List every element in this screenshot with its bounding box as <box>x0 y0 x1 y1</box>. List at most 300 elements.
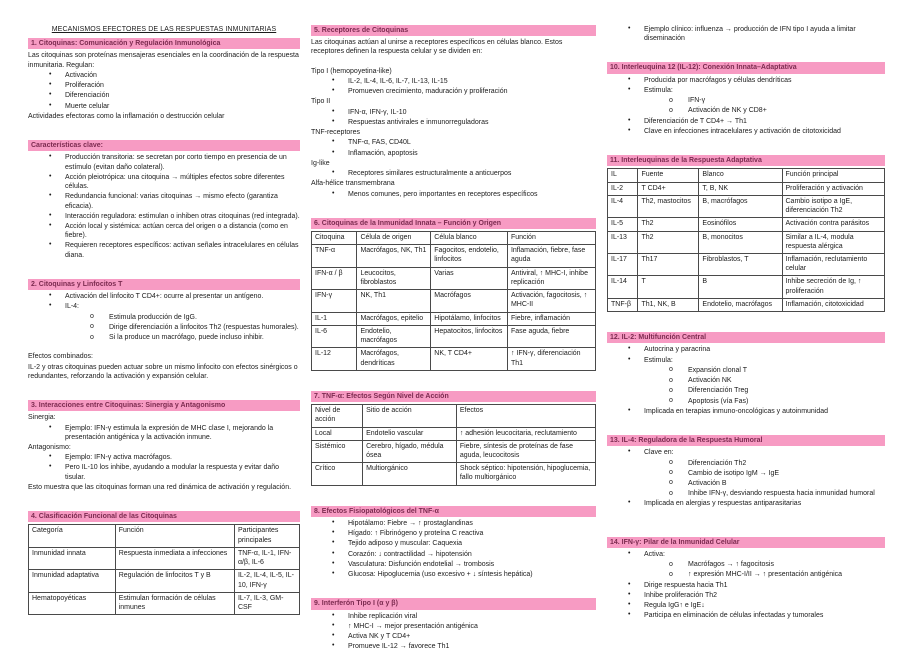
column-header-cell: Célula blanco <box>431 231 508 244</box>
table-cell: IL-6 <box>312 325 357 347</box>
table-cell: B, macrófagos <box>699 195 782 217</box>
list-item <box>311 539 596 548</box>
table-row <box>608 218 885 231</box>
list-item <box>311 570 596 579</box>
list-item-text: Hígado: ↑ Fibrinógeno y proteína C reactiva <box>348 530 484 538</box>
list-item-text: Si la produce un macrófago, puede incluso inhibir. <box>109 334 264 342</box>
bullet-icon: • <box>628 580 631 588</box>
table-header-row <box>312 405 596 427</box>
table-row <box>312 463 596 485</box>
section <box>607 155 885 323</box>
table-row <box>312 290 596 312</box>
table-cell: Inflamación, reclutamiento celular <box>782 253 885 275</box>
bullet-icon: • <box>628 75 631 83</box>
table-cell: TNF-β <box>608 298 638 311</box>
section-header: 14. IFN-γ: Pilar de la Inmunidad Celular <box>607 537 885 548</box>
list-item <box>607 376 885 385</box>
bullet-icon: • <box>628 448 631 456</box>
section <box>607 62 885 146</box>
list-item <box>28 323 300 332</box>
data-table <box>607 168 885 312</box>
table-cell: Macrófagos, NK, Th1 <box>357 245 431 267</box>
table-row <box>312 348 596 370</box>
bullet-icon: • <box>332 189 335 197</box>
list-item <box>311 108 596 117</box>
list-item-text: Activación B <box>688 479 727 487</box>
paragraph: Tipo I (hemopoyetina-like) <box>311 67 392 75</box>
data-table <box>311 404 596 486</box>
paragraph: Ig-like <box>311 159 330 167</box>
bullet-icon: • <box>628 85 631 93</box>
table-cell: Macrófagos <box>431 290 508 312</box>
bullet-icon: • <box>49 172 52 180</box>
bullet-icon: • <box>332 529 335 537</box>
table-cell: Activación, fagocitosis, ↑ MHC-II <box>507 290 595 312</box>
bullet-icon: • <box>628 116 631 124</box>
data-table <box>311 231 596 371</box>
list-item-text: Clave en infecciones intracelulares y activación de citotoxicidad <box>644 127 841 135</box>
list-item-text: Requieren receptores específicos: activan señales intracelulares en células diana. <box>65 242 299 259</box>
list-item-text: Estimula: <box>644 86 673 94</box>
list-item <box>607 386 885 395</box>
bullet-icon: • <box>332 642 335 650</box>
list-item <box>28 91 300 100</box>
table-cell: Activación contra parásitos <box>782 218 885 231</box>
list-item-text: Dirige respuesta hacia Th1 <box>644 581 728 589</box>
table-cell: IFN-γ <box>312 290 357 312</box>
table-cell: Similar a IL-4, modula respuesta alérgica <box>782 231 885 253</box>
bullet-icon: • <box>332 117 335 125</box>
column-header-cell: Categoría <box>29 525 116 547</box>
list-item-text: Dirige diferenciación a linfocitos Th2 (respuestas humorales). <box>109 323 299 331</box>
section-header: 4. Clasificación Funcional de las Citoquinas <box>28 511 300 522</box>
table-cell: Endotelio, macrófagos <box>699 298 782 311</box>
list-item <box>28 192 300 210</box>
list-item <box>311 169 596 178</box>
table-cell: Macrófagos, dendríticas <box>357 348 431 370</box>
list-item-text: Acción pleiotrópica: una citoquina → múltiples efectos sobre diferentes células. <box>65 173 285 191</box>
table-row <box>312 325 596 347</box>
table-cell: Fase aguda, fiebre <box>507 325 595 347</box>
list-item-text: IFN-γ <box>688 97 706 105</box>
list-item-text: Proliferación <box>65 82 104 90</box>
spacer <box>311 58 596 67</box>
table-cell: Hipotálamo, linfocitos <box>431 312 508 325</box>
list-item-text: Diferenciación Th2 <box>688 459 747 467</box>
column-header-cell: Blanco <box>699 169 782 182</box>
table-cell: NK, T CD4+ <box>431 348 508 370</box>
bullet-icon: • <box>628 345 631 353</box>
section <box>311 218 596 382</box>
table-cell: Inflamación, fiebre, fase aguda <box>507 245 595 267</box>
spacer <box>311 580 596 589</box>
list-item <box>311 642 596 651</box>
table-cell: IL-13 <box>608 231 638 253</box>
bullet-icon: • <box>628 590 631 598</box>
table-cell: TNF-α <box>312 245 357 267</box>
table-cell: Local <box>312 427 363 440</box>
list-item-text: Activa NK y T CD4+ <box>348 633 411 641</box>
table-cell: Fagocitos, endotelio, linfocitos <box>431 245 508 267</box>
column-header-cell: Función <box>507 231 595 244</box>
list-item-text: Interacción reguladora: estimulan o inhiben otras citoquinas (red integrada). <box>65 212 300 220</box>
list-item <box>607 581 885 590</box>
bullet-icon: • <box>332 76 335 84</box>
list-item <box>311 529 596 538</box>
list-item <box>607 601 885 610</box>
sub-bullet-icon: o <box>669 489 673 497</box>
table-row <box>608 298 885 311</box>
list-item <box>607 25 885 43</box>
bullet-icon: • <box>49 292 52 300</box>
list-item <box>311 550 596 559</box>
list-item-text: Apoptosis (vía Fas) <box>688 397 749 405</box>
list-item <box>311 87 596 96</box>
list-item-text: Glucosa: Hipoglucemia (uso excesivo + ↓ síntesis hepática) <box>348 571 533 579</box>
bullet-icon: • <box>49 70 52 78</box>
page-title: MECANISMOS EFECTORES DE LAS RESPUESTAS INMUNITARIAS <box>51 26 277 33</box>
table-cell: Cerebro, hígado, médula ósea <box>363 440 457 462</box>
table-cell: IL-14 <box>608 276 638 298</box>
table-header-row <box>608 169 885 182</box>
list-item <box>607 117 885 126</box>
list-item <box>607 86 885 95</box>
bullet-icon: • <box>49 192 52 200</box>
table-cell: IL-5 <box>608 218 638 231</box>
table-cell: IL-1 <box>312 312 357 325</box>
section-header: 11. Interleuquinas de la Respuesta Adaptativa <box>607 155 885 166</box>
paragraph: Actividades efectoras como la inflamación o destrucción celular <box>28 112 225 120</box>
section-header: 12. IL-2: Multifunción Central <box>607 332 885 343</box>
table-cell: IL-2 <box>608 182 638 195</box>
paragraph: IL-2 y otras citoquinas pueden actuar sobre un mismo linfocito con efectos sinérgicos o redundantes, reforzando la activación y expansión celular. <box>28 363 298 380</box>
bullet-icon: • <box>49 453 52 461</box>
sub-bullet-icon: o <box>669 96 673 104</box>
paragraph: Las citoquinas actúan al unirse a receptores específicos en células blanco. Estos receptores definen la respuesta celular y se dividen en: <box>311 39 563 56</box>
table-row <box>608 253 885 275</box>
data-table <box>28 524 300 615</box>
list-item-text: Respuestas antivirales e inmunorreguladoras <box>348 118 489 126</box>
list-item <box>28 463 300 481</box>
spacer <box>311 488 596 497</box>
table-row <box>312 245 596 267</box>
table-cell: Macrófagos, epitelio <box>357 312 431 325</box>
table-cell: Inflamación, citotoxicidad <box>782 298 885 311</box>
table-cell: Hepatocitos, linfocitos <box>431 325 508 347</box>
table-cell: Regulación de linfocitos T y B <box>115 570 234 592</box>
list-item-text: Cambio de isotipo IgM → IgE <box>688 469 780 477</box>
table-cell: Fiebre, síntesis de proteínas de fase aguda, leucocitosis <box>456 440 595 462</box>
column-left <box>28 25 300 630</box>
table-row <box>312 267 596 289</box>
bullet-icon: • <box>628 25 631 32</box>
list-item <box>607 448 885 457</box>
table-cell: Endotelio vascular <box>363 427 457 440</box>
table-cell: Crítico <box>312 463 363 485</box>
spacer <box>607 510 885 519</box>
spacer <box>607 44 885 53</box>
list-item-text: Activación <box>65 71 97 79</box>
list-item-text: IL-2, IL-4, IL-6, IL-7, IL-13, IL-15 <box>348 77 448 85</box>
bullet-icon: • <box>332 169 335 177</box>
spacer <box>28 382 300 391</box>
column-header-cell: Sitio de acción <box>363 405 457 427</box>
list-item <box>28 424 300 442</box>
list-item <box>607 489 885 498</box>
table-cell: ↑ IFN-γ, diferenciación Th1 <box>507 348 595 370</box>
bullet-icon: • <box>332 549 335 557</box>
table-cell: T CD4+ <box>638 182 699 195</box>
bullet-icon: • <box>332 107 335 115</box>
list-item <box>607 550 885 559</box>
column-header-cell: Función principal <box>782 169 885 182</box>
sub-bullet-icon: o <box>669 366 673 374</box>
table-cell: IL-17 <box>608 253 638 275</box>
table-header-row <box>29 525 300 547</box>
list-item-text: Tejido adiposo y muscular: Caquexia <box>348 540 463 548</box>
list-item <box>607 407 885 416</box>
bullet-icon: • <box>332 148 335 156</box>
list-item <box>607 76 885 85</box>
table-cell: Fibroblastos, T <box>699 253 782 275</box>
list-item-text: Promueve IL-12 → favorece Th1 <box>348 643 450 651</box>
column-header-cell: Fuente <box>638 169 699 182</box>
paragraph: TNF-receptores <box>311 129 361 137</box>
bullet-icon: • <box>628 126 631 134</box>
table-row <box>608 276 885 298</box>
bullet-icon: • <box>332 87 335 95</box>
list-item-text: Diferenciación <box>65 92 110 100</box>
sub-bullet-icon: o <box>669 376 673 384</box>
table-cell: IL-4 <box>608 195 638 217</box>
list-item-text: Inhibe proliferación Th2 <box>644 591 718 599</box>
list-item-text: Implicada en terapias inmuno-oncológicas y autoinmunidad <box>644 407 829 415</box>
list-item <box>607 106 885 115</box>
spacer <box>28 261 300 270</box>
list-item-text: Hipotálamo: Fiebre → ↑ prostaglandinas <box>348 519 473 527</box>
bullet-icon: • <box>49 101 52 109</box>
section-header: 1. Citoquinas: Comunicación y Regulación Inmunológica <box>28 38 300 49</box>
bullet-icon: • <box>628 406 631 414</box>
table-cell: IL-7, IL-3, GM-CSF <box>234 592 299 614</box>
paragraph: Las citoquinas son proteínas mensajeras esenciales en la coordinación de la respuesta inmunitaria. Regulan: <box>28 52 299 69</box>
section <box>311 506 596 590</box>
bullet-icon: • <box>332 632 335 640</box>
table-row <box>29 570 300 592</box>
spacer <box>28 343 300 352</box>
column-header-cell: IL <box>608 169 638 182</box>
sub-bullet-icon: o <box>90 323 94 331</box>
list-item-text: Diferenciación de T CD4+ → Th1 <box>644 117 747 125</box>
table-cell: ↑ adhesión leucocitaria, reclutamiento <box>456 427 595 440</box>
list-item <box>607 570 885 579</box>
bullet-icon: • <box>332 559 335 567</box>
section <box>28 511 300 615</box>
paragraph: Efectos combinados: <box>28 353 93 361</box>
table-cell: Estimulan formación de células inmunes <box>115 592 234 614</box>
spacer <box>311 373 596 382</box>
table-row <box>312 427 596 440</box>
list-item-text: Promueven crecimiento, maduración y proliferación <box>348 88 508 96</box>
list-item-text: Activación del linfocito T CD4+: ocurre al presentar un antígeno. <box>65 293 264 301</box>
bullet-icon: • <box>49 302 52 310</box>
column-middle <box>311 25 596 651</box>
bullet-icon: • <box>49 91 52 99</box>
table-cell: Hematopoyéticas <box>29 592 116 614</box>
table-row <box>608 231 885 253</box>
section-header: 2. Citoquinas y Linfocitos T <box>28 279 300 290</box>
table-cell: Cambio isotipo a IgE, diferenciación Th2 <box>782 195 885 217</box>
sub-bullet-icon: o <box>669 459 673 466</box>
bullet-icon: • <box>628 499 631 507</box>
list-item-text: Activa: <box>644 550 666 558</box>
table-cell: Inmunidad innata <box>29 547 116 569</box>
section <box>607 25 885 53</box>
section <box>607 435 885 528</box>
list-item <box>311 138 596 147</box>
table-cell: NK, Th1 <box>357 290 431 312</box>
spacer <box>311 200 596 209</box>
list-item-text: Autocrina y paracrina <box>644 346 711 354</box>
list-item <box>607 96 885 105</box>
table-cell: IFN-α / β <box>312 267 357 289</box>
list-item <box>28 153 300 171</box>
table-cell: Multiorgánico <box>363 463 457 485</box>
list-item <box>28 81 300 90</box>
bullet-icon: • <box>49 423 52 431</box>
bullet-icon: • <box>332 138 335 146</box>
section <box>311 598 596 651</box>
table-cell: T, B, NK <box>699 182 782 195</box>
list-item-text: Inhibe IFN-γ, desviando respuesta hacia inmunidad humoral <box>688 490 875 498</box>
table-cell: T <box>638 276 699 298</box>
list-item <box>28 302 300 311</box>
bullet-icon: • <box>628 549 631 557</box>
table-cell: IL-12 <box>312 348 357 370</box>
spacer <box>607 519 885 528</box>
list-item <box>311 519 596 528</box>
column-right <box>607 25 885 630</box>
list-item-text: Expansión clonal T <box>688 366 748 374</box>
list-item-text: ↑ expresión MHC-I/II → ↑ presentación antigénica <box>688 571 843 579</box>
column-header-cell: Nivel de acción <box>312 405 363 427</box>
sub-bullet-icon: o <box>669 397 673 405</box>
table-cell: Endotelio, macrófagos <box>357 325 431 347</box>
paragraph: Alfa-hélice transmembrana <box>311 180 395 188</box>
bullet-icon: • <box>49 81 52 89</box>
section <box>28 140 300 270</box>
table-row <box>608 195 885 217</box>
list-item <box>311 622 596 631</box>
bullet-icon: • <box>49 211 52 219</box>
table-cell: Varias <box>431 267 508 289</box>
bullet-icon: • <box>49 463 52 471</box>
table-cell: Leucocitos, fibroblastos <box>357 267 431 289</box>
section-header: 7. TNF-α: Efectos Según Nivel de Acción <box>311 391 596 402</box>
section-header: Características clave: <box>28 140 300 151</box>
table-cell: Th2 <box>638 218 699 231</box>
list-item <box>28 222 300 240</box>
list-item <box>607 591 885 600</box>
section-header: 3. Interacciones entre Citoquinas: Sinergia y Antagonismo <box>28 400 300 411</box>
section-header: 10. Interleuquina 12 (IL-12): Conexión Innata–Adaptativa <box>607 62 885 73</box>
list-item-text: Clave en: <box>644 449 674 457</box>
sub-bullet-icon: o <box>90 313 94 321</box>
sub-bullet-icon: o <box>669 469 673 477</box>
list-item-text: Macrófagos → ↑ fagocitosis <box>688 561 774 569</box>
table-cell: Inmunidad adaptativa <box>29 570 116 592</box>
list-item <box>311 77 596 86</box>
list-item-text: Redundancia funcional: varias citoquinas → mismo efecto (garantiza eficacia). <box>65 193 278 210</box>
table-cell: Th2 <box>638 231 699 253</box>
sub-bullet-icon: o <box>669 386 673 394</box>
list-item-text: IL-4: <box>65 303 80 311</box>
column-header-cell: Célula de origen <box>357 231 431 244</box>
bullet-icon: • <box>628 601 631 609</box>
table-row <box>29 547 300 569</box>
section-header: 5. Receptores de Citoquinas <box>311 25 596 36</box>
list-item-text: Regula IgG↑ e IgE↓ <box>644 602 705 610</box>
list-item <box>607 459 885 468</box>
section <box>311 391 596 497</box>
table-cell: Eosinófilos <box>699 218 782 231</box>
list-item-text: ↑ MHC-I → mejor presentación antigénica <box>348 622 478 630</box>
list-item-text: Implicada en alergias y respuestas antiparasitarias <box>644 500 802 508</box>
list-item <box>28 241 300 259</box>
table-header-row <box>312 231 596 244</box>
list-item-text: Producción transitoria: se secretan por corto tiempo en presencia de un estímulo (evitan daño colateral). <box>65 154 287 171</box>
table-cell: Th17 <box>638 253 699 275</box>
list-item-text: Inflamación, apoptosis <box>348 149 418 157</box>
spacer <box>607 314 885 323</box>
list-item <box>311 560 596 569</box>
list-item-text: Estimula: <box>644 356 673 364</box>
bullet-icon: • <box>332 570 335 578</box>
section-header: 6. Citoquinas de la Inmunidad Innata – Función y Origen <box>311 218 596 229</box>
table-cell: IL-2, IL-4, IL-5, IL-10, IFN-γ <box>234 570 299 592</box>
table-cell: Fiebre, inflamación <box>507 312 595 325</box>
section <box>311 25 596 209</box>
list-item <box>28 453 300 462</box>
list-item <box>28 102 300 111</box>
table-cell: B <box>699 276 782 298</box>
table-cell: Proliferación y activación <box>782 182 885 195</box>
section <box>28 38 300 131</box>
list-item <box>28 173 300 191</box>
table-row <box>312 312 596 325</box>
table-cell: TNF-α, IL-1, IFN-α/β, IL-6 <box>234 547 299 569</box>
list-item-text: IFN-α, IFN-γ, IL-10 <box>348 108 407 116</box>
list-item-text: Diferenciación Treg <box>688 387 749 395</box>
table-cell: Antiviral, ↑ MHC-I, inhibe replicación <box>507 267 595 289</box>
table-cell: Th1, NK, B <box>638 298 699 311</box>
spacer <box>28 122 300 131</box>
paragraph: Esto muestra que las citoquinas forman una red dinámica de activación y regulación. <box>28 483 292 491</box>
sub-bullet-icon: o <box>669 479 673 487</box>
sub-bullet-icon: o <box>669 570 673 578</box>
list-item <box>607 127 885 136</box>
list-item-text: Inhibe replicación viral <box>348 612 418 620</box>
paragraph: Sinergia: <box>28 414 56 422</box>
section-header: 13. IL-4: Reguladora de la Respuesta Humoral <box>607 435 885 446</box>
list-item <box>607 560 885 569</box>
list-item <box>607 611 885 620</box>
table-cell: Respuesta inmediata a infecciones <box>115 547 234 569</box>
section-header: 9. Interferón Tipo I (α y β) <box>311 598 596 609</box>
list-item <box>311 149 596 158</box>
table-cell: Shock séptico: hipotensión, hipoglucemia, fallo multiorgánico <box>456 463 595 485</box>
list-item <box>28 212 300 221</box>
